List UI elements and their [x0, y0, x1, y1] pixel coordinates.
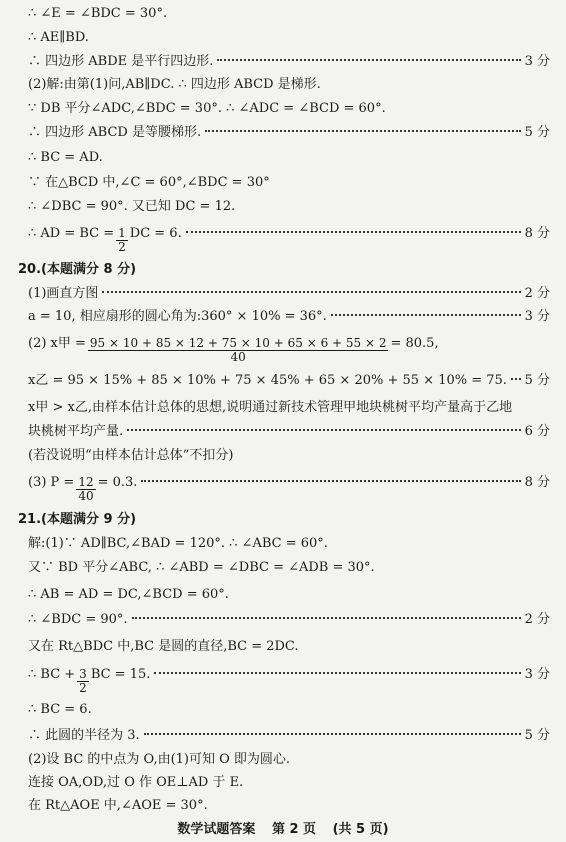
answer-line: (2)解:由第(1)问,AB∥DC. ∴ 四边形 ABCD 是梯形. — [28, 77, 321, 92]
answer-line: 块桃树平均产量. 6 分 — [28, 424, 550, 439]
answer-line: x乙 = 95 × 15% + 85 × 10% + 75 × 45% + 65 × 20% + 55 × 10% = 75. 5 分 — [28, 373, 550, 388]
score-mark: 5 分 — [524, 728, 550, 743]
page-footer — [0, 818, 566, 837]
answer-line: 又∵ BD 平分∠ABC, ∴ ∠ABD = ∠DBC = ∠ADB = 30°. — [28, 560, 375, 575]
dot-leader — [217, 58, 520, 61]
dot-leader — [205, 129, 521, 132]
question-heading: 21.(本题满分 9 分) — [18, 512, 137, 527]
answer-line: (2)设 BC 的中点为 O,由(1)可知 O 即为圆心. — [28, 752, 291, 767]
score-mark: 8 分 — [524, 475, 550, 490]
score-mark: 8 分 — [524, 226, 550, 241]
dot-leader — [144, 732, 521, 735]
answer-line: ∴ ∠DBC = 90°. 又已知 DC = 12. — [28, 199, 236, 214]
answer-line: ∴ AD = BC = $\frac{1}{2}$ DC = 6. 8 分 — [28, 226, 550, 254]
fraction: $\frac{95 \times 10 + 85 \times 12 + 75 \times 10 + 65 \times 6 + 55 \times 2}{40}$ — [89, 336, 387, 364]
answer-line: ∴ BC = 6. — [28, 702, 92, 717]
dot-leader — [102, 290, 520, 293]
answer-line: ∵ 在△BCD 中,∠C = 60°,∠BDC = 30° — [28, 175, 270, 190]
dot-leader — [141, 479, 520, 482]
answer-line: (1)画直方图 2 分 — [28, 286, 550, 301]
answer-line: x甲 > x乙,由样本估计总体的思想,说明通过新技术管理甲地块桃树平均产量高于乙地 — [28, 400, 513, 415]
answer-line: ∴ 四边形 ABCD 是等腰梯形. 5 分 — [28, 125, 550, 140]
answer-line: ∴ 四边形 ABDE 是平行四边形. 3 分 — [28, 54, 550, 69]
answer-line: 连接 OA,OD,过 O 作 OE⊥AD 于 E. — [28, 775, 244, 790]
dot-leader — [132, 616, 521, 619]
footer-subject: 数学试题答案 — [177, 822, 256, 837]
answer-line: ∵ DB 平分∠ADC,∠BDC = 30°. ∴ ∠ADC = ∠BCD = 60°. — [28, 101, 386, 116]
score-mark: 5 分 — [524, 125, 550, 140]
dot-leader — [511, 377, 521, 380]
dot-leader — [127, 428, 520, 431]
answer-line: ∴ ∠BDC = 90°. 2 分 — [28, 612, 550, 627]
footer-total-pages: (共 5 页) — [332, 822, 389, 837]
footer-page-number: 第 2 页 — [271, 822, 317, 837]
answer-line: 解:(1)∵ AD∥BC,∠BAD = 120°. ∴ ∠ABC = 60°. — [28, 536, 328, 551]
fraction: $\frac{12}{40}$ — [78, 475, 94, 503]
answer-line: 又在 Rt△BDC 中,BC 是圆的直径,BC = 2DC. — [28, 639, 299, 654]
answer-line: 在 Rt△AOE 中,∠AOE = 30°. — [28, 798, 208, 813]
score-mark: 2 分 — [524, 286, 550, 301]
score-mark: 3 分 — [524, 309, 550, 324]
score-mark: 5 分 — [524, 373, 550, 388]
answer-line: (若没说明“由样本估计总体”不扣分) — [28, 448, 234, 463]
answer-line: ∴ AB = AD = DC,∠BCD = 60°. — [28, 587, 229, 602]
score-mark: 2 分 — [524, 612, 550, 627]
score-mark: 6 分 — [524, 424, 550, 439]
answer-line: ∴ AE∥BD. — [28, 30, 89, 45]
dot-leader — [186, 230, 521, 233]
question-heading: 20.(本题满分 8 分) — [18, 262, 137, 277]
score-mark: 3 分 — [524, 54, 550, 69]
score-mark: 3 分 — [524, 667, 550, 682]
answer-line: (3) P = $\frac{12}{40}$ = 0.3. 8 分 — [28, 475, 550, 503]
dot-leader — [154, 671, 520, 674]
answer-line: ∴ ∠E = ∠BDC = 30°. — [28, 6, 168, 21]
answer-line: ∴ BC + $\frac{3}{2}$ BC = 15. 3 分 — [28, 667, 550, 695]
answer-line: (2) x甲 = $\frac{95 \times 10 + 85 \times 12 + 75 \times 10 + 65 \times 6 + 55 \times 2}{40}$ = 80.5, — [28, 336, 439, 364]
answer-line: ∴ BC = AD. — [28, 150, 103, 165]
dot-leader — [331, 313, 521, 316]
fraction: $\frac{1}{2}$ — [118, 226, 126, 254]
answer-line: ∴ 此圆的半径为 3. 5 分 — [28, 728, 550, 743]
answer-line: a = 10, 相应扇形的圆心角为:360° × 10% = 36°. 3 分 — [28, 309, 550, 324]
fraction: $\frac{3}{2}$ — [79, 667, 87, 695]
